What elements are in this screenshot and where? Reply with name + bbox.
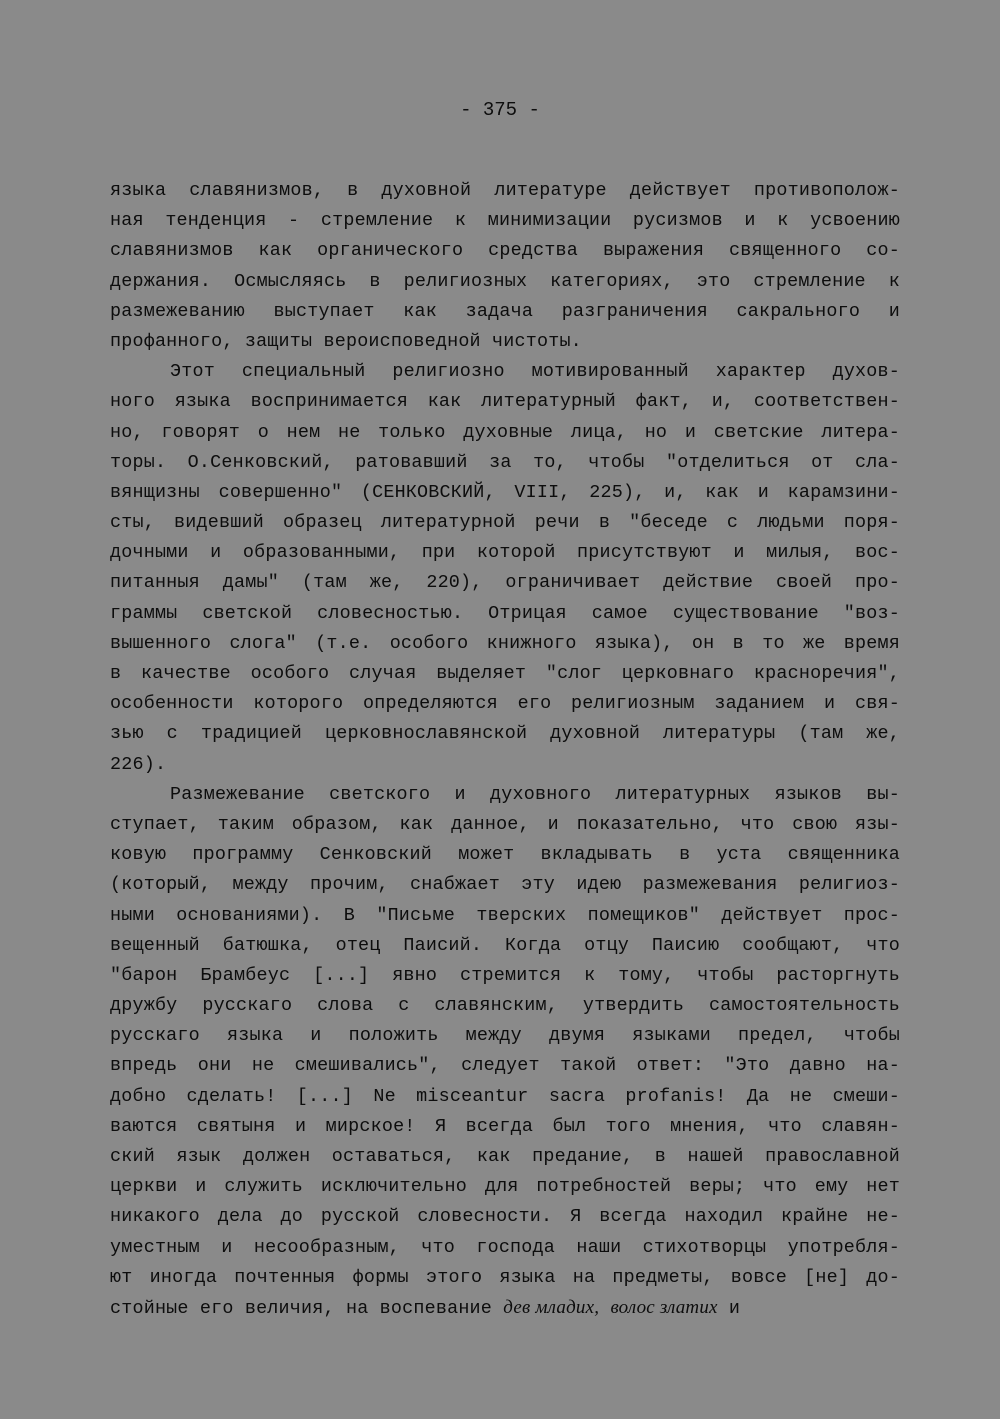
text-line: в качестве особого случая выделяет "слог церковнаго красноречия", <box>110 663 900 684</box>
text-fragment: и <box>717 1297 741 1319</box>
text-line: особенности которого определяются его религиозным заданием и свя- <box>110 693 900 715</box>
page-number: - 375 - <box>460 99 540 121</box>
text-line: "барон Брамбеус [...] явно стремится к тому, чтобы расторгнуть <box>110 964 900 986</box>
text-line: церкви и служить исключительно для потребностей веры; что ему нет <box>110 1176 900 1198</box>
italic-phrase: волос златих <box>610 1296 718 1318</box>
text-line: дочными и образованными, при которой присутствуют и милыя, вос- <box>110 542 900 564</box>
text-line: торы. О.Сенковский, ратовавший за то, чтобы "отделиться от сла- <box>110 451 900 473</box>
text-line: уместным и несообразным, что господа наши стихотворцы употребля- <box>110 1236 900 1258</box>
italic-phrase: дев младих, <box>503 1296 600 1318</box>
text-line: Размежевание светского и духовного литературных языков вы- <box>170 783 900 805</box>
text-line: (который, между прочим, снабжает эту идею размежевания религиоз- <box>110 874 900 896</box>
text-line: ский язык должен оставаться, как предание, в нашей православной <box>110 1146 900 1167</box>
text-line: зью с традицией церковнославянской духовной литературы (там же, <box>110 723 900 745</box>
text-line: 226). <box>110 753 167 775</box>
text-line: дружбу русскаго слова с славянским, утвердить самостоятельность <box>110 995 900 1017</box>
text-line: ковую программу Сенковский может вкладывать в уста священника <box>110 844 900 866</box>
text-line: русскаго языка и положить между двумя языками предел, чтобы <box>110 1025 900 1047</box>
text-line: ного языка воспринимается как литературный факт, и, соответствен- <box>110 391 900 413</box>
text-line: ная тенденция - стремление к минимизации русизмов и к усвоению <box>110 210 900 232</box>
text-line: держания. Осмысляясь в религиозных категориях, это стремление к <box>110 270 900 292</box>
text-line: вянщизны совершенно" (СЕНКОВСКИЙ, VIII, 225), и, как и карамзини- <box>110 481 900 503</box>
text-line: ют иногда почтенныя формы этого языка на предметы, вовсе [не] до- <box>110 1266 900 1288</box>
text-line: профанного, защиты вероисповедной чистоты. <box>110 330 582 352</box>
text-line: вышенного слога" (т.е. особого книжного языка), он в то же время <box>110 632 900 654</box>
text-line: славянизмов как органического средства выражения священного со- <box>110 240 900 262</box>
text-line: ваются святыня и мирское! Я всегда был того мнения, что славян- <box>110 1115 900 1137</box>
text-line: языка славянизмов, в духовной литературе действует противополож- <box>110 180 900 201</box>
text-line: никакого дела до русской словесности. Я всегда находил крайне не- <box>110 1206 900 1228</box>
text-fragment <box>599 1298 610 1319</box>
text-line: впредь они не смешивались", следует такой ответ: "Это давно на- <box>110 1055 900 1077</box>
text-line: ными основаниями). В "Письме тверских помещиков" действует прос- <box>110 904 900 926</box>
body-text <box>110 176 900 1323</box>
text-line: сты, видевший образец литературной речи в "беседе с людьми поря- <box>110 512 900 534</box>
text-line-last <box>110 1293 900 1323</box>
text-line: но, говорят о нем не только духовные лица, но и светские литера- <box>110 421 900 443</box>
text-line: размежеванию выступает как задача разграничения сакрального и <box>110 300 900 322</box>
text-line: вещенный батюшка, отец Паисий. Когда отцу Паисию сообщают, что <box>110 934 900 956</box>
text-line: Этот специальный религиозно мотивированный характер духов- <box>170 361 900 383</box>
text-line: граммы светской словесностью. Отрицая самое существование "воз- <box>110 602 900 624</box>
text-fragment: стойные его величия, на воспевание <box>110 1297 504 1319</box>
text-line: питанныя дамы" (там же, 220), ограничивает действие своей про- <box>110 572 900 594</box>
text-line: добно сделать! [...] Ne misceantur sacra profanis! Да не смеши- <box>110 1085 900 1107</box>
text-line: ступает, таким образом, как данное, и показательно, что свою язы- <box>110 813 900 835</box>
